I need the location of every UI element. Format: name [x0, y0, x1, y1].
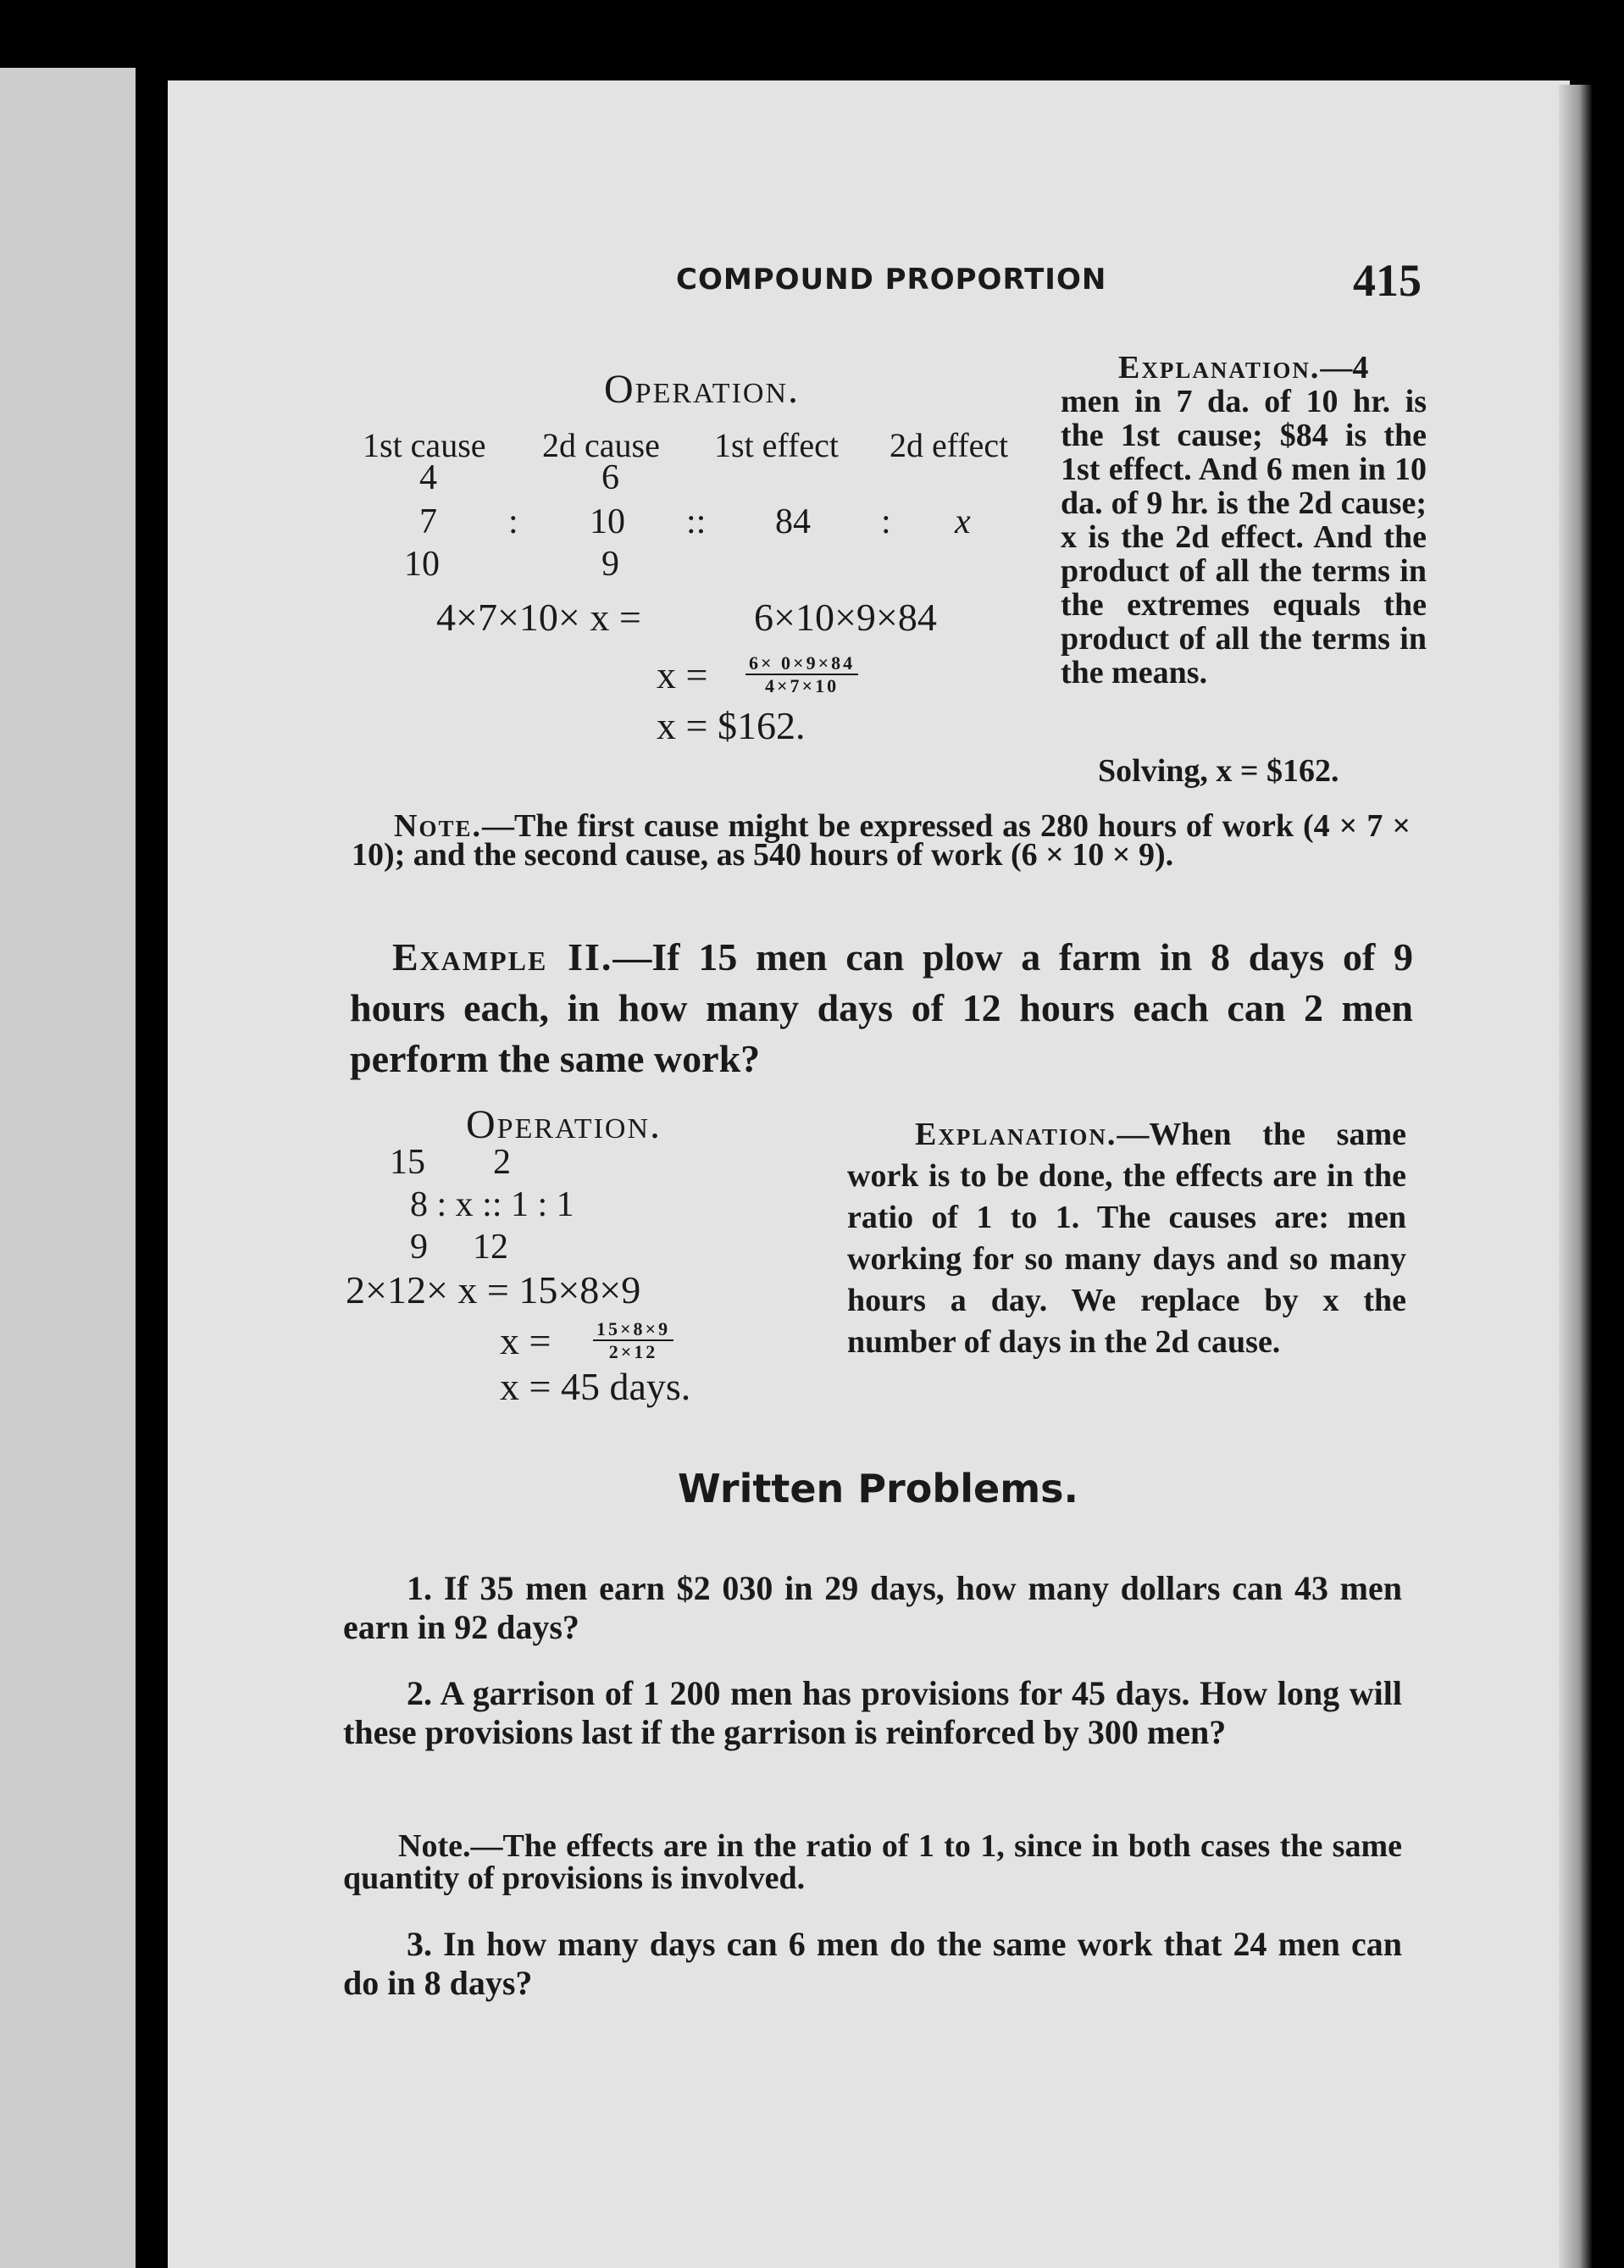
problem-1 [343, 1569, 1402, 1647]
explanation-1 [1061, 351, 1427, 690]
note-2 [343, 1830, 1402, 1894]
running-header: COMPOUND PROPORTION [676, 263, 1107, 297]
note-text: —The first cause might be expressed as 280 hours of work (4 × 7 × 10); and the second cause, as 540 hours of work (6 × 10 × 9). [352, 808, 1411, 873]
problem-text: In how many days can 6 men do the same work that 24 men can do in 8 days? [343, 1925, 1403, 2002]
cause-term: 12 [473, 1228, 508, 1267]
fraction-denominator: 2×12 [608, 1341, 658, 1363]
proportion-line: 8 : x :: 1 : 1 [410, 1185, 574, 1224]
equation-fraction-left: x = [500, 1319, 551, 1362]
operation-title: Operation. [604, 367, 801, 412]
explanation-2 [847, 1114, 1406, 1363]
cause1-term: 4 [419, 458, 437, 497]
note-label: Note. [398, 1828, 471, 1864]
cause2-term: 10 [590, 502, 625, 541]
problem-text: If 35 men earn $2 030 in 29 days, how many dollars can 43 men earn in 92 days? [343, 1569, 1403, 1646]
equation-product-right: 6×10×9×84 [754, 596, 937, 639]
page-number: 415 [1353, 255, 1422, 306]
explanation-label: Explanation. [915, 1117, 1117, 1152]
equation-fraction-left: x = [657, 653, 708, 696]
solving-line: Solving, x = $162. [1098, 753, 1339, 789]
problem-2 [343, 1674, 1402, 1752]
example-label: Example II. [392, 935, 613, 979]
effect2-unknown: x [955, 502, 971, 541]
fraction-denominator: 4×7×10 [765, 675, 840, 697]
equation-result: x = $162. [657, 704, 806, 747]
column-head-2d-cause: 2d cause [542, 426, 660, 464]
problem-number: 2. [407, 1674, 432, 1712]
ratio-colon: : [881, 502, 891, 541]
equation-product: 2×12× x = 15×8×9 [346, 1268, 641, 1311]
example-text: —If 15 men can plow a farm in 8 days of 9 hours each, in how many days of 12 hours each can 2 men perform the same work? [350, 935, 1414, 1080]
explanation-text: —When the same work is to be done, the effects are in the ratio of 1 to 1. The causes are: men working for so many days and so many hours a day. We replace by x the number of days in the 2d cause. [847, 1117, 1406, 1360]
note-label: Note. [394, 808, 482, 844]
fraction-numerator: 15×8×9 [593, 1318, 673, 1341]
explanation-text: —4 men in 7 da. of 10 hr. is the 1st cause; $84 is the 1st effect. And 6 men in 10 da. of 9 hr. is the 2d cause; x is the 2d effect. And the product of all the terms in the extremes equals the product of all the terms in the means. [1061, 350, 1427, 690]
ratio-colon: : [508, 502, 518, 541]
problem-number: 3. [407, 1925, 432, 1963]
section-title: Written Problems. [678, 1466, 1079, 1511]
cause2-term: 6 [601, 458, 619, 497]
problem-number: 1. [407, 1569, 432, 1607]
fraction-numerator: 6× 0×9×84 [745, 652, 858, 675]
cause1-term: 10 [404, 545, 440, 584]
cause2-term: 9 [601, 545, 619, 584]
column-head-1st-cause: 1st cause [363, 426, 486, 464]
cause1-term: 7 [419, 502, 437, 541]
equation-product: 4×7×10× x = [436, 596, 641, 639]
cause-term: 9 [410, 1228, 428, 1267]
left-page-margin [0, 68, 136, 2268]
column-head-2d-effect: 2d effect [890, 426, 1009, 464]
problem-text: A garrison of 1 200 men has provisions for 45 days. How long will these provisions last if the garrison is reinforced by 300 men? [343, 1674, 1402, 1751]
explanation-label: Explanation. [1118, 350, 1321, 385]
column-head-1st-effect: 1st effect [714, 426, 839, 464]
equation-fraction [593, 1318, 673, 1363]
page-edge-shadow [1559, 85, 1593, 2268]
operation-title: Operation. [466, 1102, 662, 1147]
note-1 [352, 808, 1411, 873]
cause-term: 15 [390, 1143, 425, 1182]
example-2-statement [350, 932, 1413, 1084]
cause-term: 2 [493, 1143, 511, 1182]
effect1-term: 84 [775, 502, 811, 541]
equation-fraction [745, 652, 858, 697]
problem-3 [343, 1925, 1402, 2003]
equation-result: x = 45 days. [500, 1365, 691, 1408]
proportion-double-colon: :: [686, 502, 707, 541]
note-text: —The effects are in the ratio of 1 to 1, since in both cases the same quantity of provisions is involved. [343, 1828, 1402, 1896]
